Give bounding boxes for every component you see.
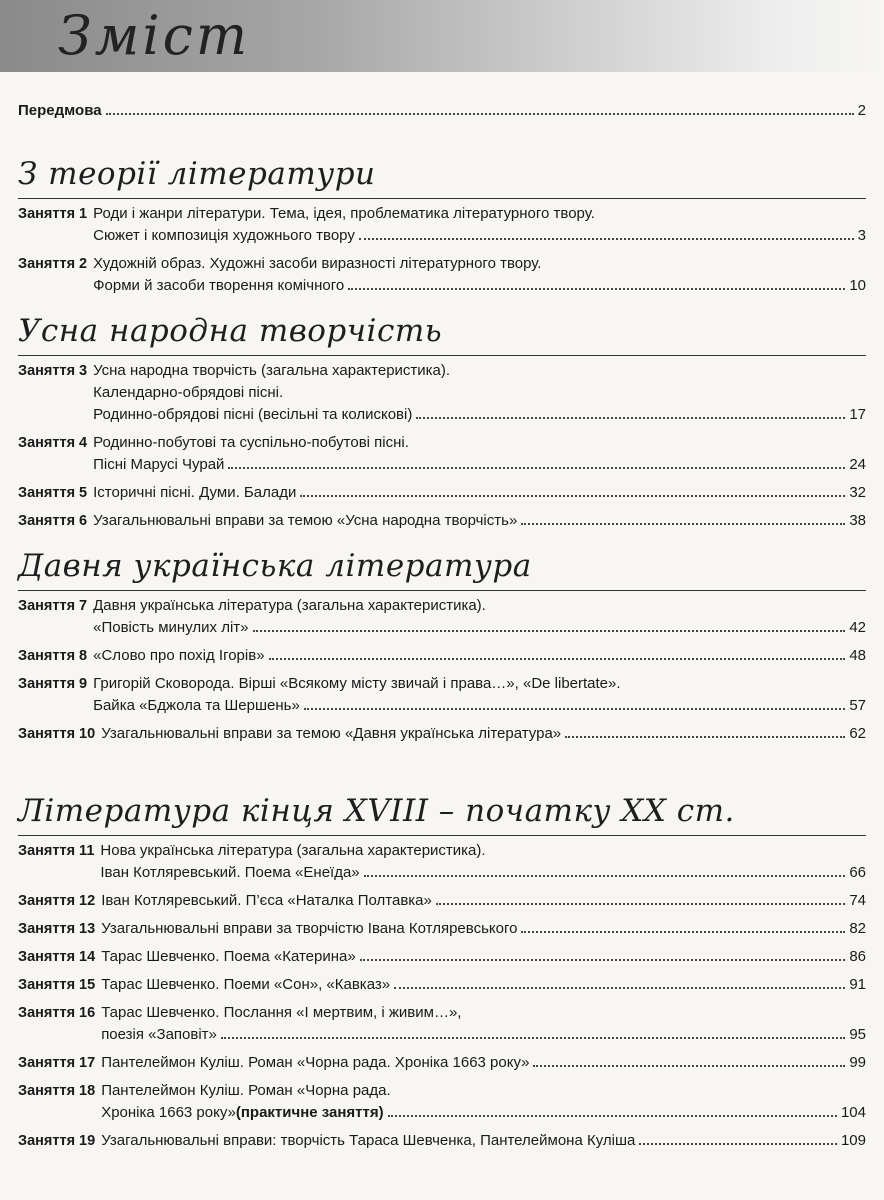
toc-entry[interactable] bbox=[18, 1130, 866, 1152]
lesson-number: Заняття 18 bbox=[18, 1083, 96, 1099]
lesson-number: Заняття 17 bbox=[18, 1055, 96, 1071]
lesson-number: Заняття 4 bbox=[18, 435, 88, 451]
page-number: 24 bbox=[849, 456, 866, 473]
entry-title-line: Григорій Сковорода. Вірші «Всякому місту звичай і права…», «De libertate». bbox=[93, 675, 621, 692]
toc-entry[interactable] bbox=[18, 1052, 866, 1074]
entry-title-line: Іван Котляревський. П’єса «Наталка Полтавка» bbox=[101, 892, 432, 909]
entry-title-line: Історичні пісні. Думи. Балади bbox=[93, 484, 297, 501]
entry-title-line: Художній образ. Художні засоби виразності літературного твору. bbox=[93, 255, 542, 272]
toc-entry[interactable] bbox=[18, 510, 866, 532]
entry-title-line: Родинно-побутові та суспільно-побутові пісні. bbox=[93, 434, 409, 451]
page-number: 2 bbox=[857, 102, 866, 119]
page-number: 66 bbox=[849, 864, 866, 881]
toc-entry[interactable] bbox=[18, 595, 866, 639]
entry-title-line: Роди і жанри літератури. Тема, ідея, проблематика літературного твору. bbox=[93, 205, 595, 222]
entry-title-line: Тарас Шевченко. Послання «І мертвим, і живим…», bbox=[101, 1004, 462, 1021]
page-number: 62 bbox=[849, 725, 866, 742]
lesson-number: Заняття 15 bbox=[18, 977, 96, 993]
section-title: Усна народна творчість bbox=[18, 309, 866, 356]
toc-entry[interactable] bbox=[18, 360, 866, 426]
leader-dots bbox=[359, 237, 854, 240]
preface-label: Передмова bbox=[18, 102, 102, 119]
lesson-number: Заняття 6 bbox=[18, 513, 88, 529]
page-number: 74 bbox=[849, 892, 866, 909]
page-number: 95 bbox=[849, 1026, 866, 1043]
entry-title-line: «Повість минулих літ» bbox=[93, 619, 249, 636]
toc-entry[interactable] bbox=[18, 918, 866, 940]
section-title: Давня українська література bbox=[18, 544, 866, 591]
entry-title-line: Узагальнювальні вправи за творчістю Івана Котляревського bbox=[101, 920, 518, 937]
leader-dots bbox=[360, 958, 846, 961]
toc-entry[interactable] bbox=[18, 482, 866, 504]
leader-dots bbox=[639, 1142, 837, 1145]
leader-dots bbox=[533, 1064, 845, 1067]
lesson-number: Заняття 11 bbox=[18, 843, 95, 859]
toc-entry[interactable] bbox=[18, 974, 866, 996]
entry-title-line: Іван Котляревський. Поема «Енеїда» bbox=[100, 864, 360, 881]
table-of-contents bbox=[18, 100, 866, 1158]
entry-title-line: поезія «Заповіт» bbox=[101, 1026, 217, 1043]
lesson-number: Заняття 12 bbox=[18, 893, 96, 909]
lesson-number: Заняття 7 bbox=[18, 598, 88, 614]
lesson-number: Заняття 1 bbox=[18, 206, 88, 222]
entry-title-line: Давня українська література (загальна характеристика). bbox=[93, 597, 486, 614]
lesson-number: Заняття 16 bbox=[18, 1005, 96, 1021]
leader-dots bbox=[565, 735, 845, 738]
page-number: 3 bbox=[857, 227, 866, 244]
leader-dots bbox=[253, 629, 846, 632]
section-title: З теорії літератури bbox=[18, 152, 866, 199]
entry-title-line: Узагальнювальні вправи: творчість Тараса Шевченка, Пантелеймона Куліша bbox=[101, 1132, 636, 1149]
entry-title-line: Пантелеймон Куліш. Роман «Чорна рада. bbox=[101, 1082, 391, 1099]
entry-title-line: Тарас Шевченко. Поема «Катерина» bbox=[101, 948, 356, 965]
page-number: 99 bbox=[849, 1054, 866, 1071]
entry-title-line: Байка «Бджола та Шершень» bbox=[93, 697, 300, 714]
entry-note: (практичне заняття) bbox=[235, 1104, 384, 1121]
toc-entry[interactable] bbox=[18, 1080, 866, 1124]
entry-title-line: Усна народна творчість (загальна характеристика). bbox=[93, 362, 451, 379]
lesson-number: Заняття 13 bbox=[18, 921, 96, 937]
page-number: 86 bbox=[849, 948, 866, 965]
toc-entry[interactable] bbox=[18, 840, 866, 884]
toc-entry[interactable] bbox=[18, 645, 866, 667]
leader-dots bbox=[348, 287, 845, 290]
preface-entry[interactable] bbox=[18, 100, 866, 122]
entry-title-line: Хроніка 1663 року» bbox=[101, 1104, 236, 1121]
toc-entry[interactable] bbox=[18, 890, 866, 912]
page-number: 109 bbox=[840, 1132, 866, 1149]
leader-dots bbox=[106, 112, 854, 115]
entry-title-line: Календарно-обрядові пісні. bbox=[93, 384, 284, 401]
page-number: 42 bbox=[849, 619, 866, 636]
page-number: 82 bbox=[849, 920, 866, 937]
page-number: 17 bbox=[849, 406, 866, 423]
entry-title-line: «Слово про похід Ігорів» bbox=[93, 647, 265, 664]
page-number: 104 bbox=[840, 1104, 866, 1121]
section-title: Література кінця XVIII – початку XX ст. bbox=[18, 789, 866, 836]
toc-entry[interactable] bbox=[18, 432, 866, 476]
lesson-number: Заняття 3 bbox=[18, 363, 88, 379]
toc-entry[interactable] bbox=[18, 946, 866, 968]
leader-dots bbox=[436, 902, 845, 905]
entry-title-line: Нова українська література (загальна характеристика). bbox=[100, 842, 486, 859]
entry-title-line: Пісні Марусі Чурай bbox=[93, 456, 225, 473]
toc-entry[interactable] bbox=[18, 203, 866, 247]
entry-title-line: Родинно-обрядові пісні (весільні та колискові) bbox=[93, 406, 413, 423]
toc-entry[interactable] bbox=[18, 673, 866, 717]
page-number: 32 bbox=[849, 484, 866, 501]
lesson-number: Заняття 9 bbox=[18, 676, 88, 692]
lesson-number: Заняття 19 bbox=[18, 1133, 96, 1149]
leader-dots bbox=[388, 1114, 837, 1117]
page-number: 57 bbox=[849, 697, 866, 714]
page-number: 10 bbox=[849, 277, 866, 294]
lesson-number: Заняття 14 bbox=[18, 949, 96, 965]
page-number: 91 bbox=[849, 976, 866, 993]
page-title: Зміст bbox=[58, 4, 251, 67]
leader-dots bbox=[521, 930, 845, 933]
toc-entry[interactable] bbox=[18, 253, 866, 297]
lesson-number: Заняття 10 bbox=[18, 726, 96, 742]
lesson-number: Заняття 5 bbox=[18, 485, 88, 501]
leader-dots bbox=[521, 522, 845, 525]
leader-dots bbox=[416, 416, 845, 419]
leader-dots bbox=[228, 466, 845, 469]
entry-title-line: Пантелеймон Куліш. Роман «Чорна рада. Хроніка 1663 року» bbox=[101, 1054, 530, 1071]
leader-dots bbox=[221, 1036, 845, 1039]
page-number: 48 bbox=[849, 647, 866, 664]
toc-entry[interactable] bbox=[18, 1002, 866, 1046]
entry-title-line: Форми й засоби творення комічного bbox=[93, 277, 345, 294]
toc-entry[interactable] bbox=[18, 723, 866, 745]
lesson-number: Заняття 8 bbox=[18, 648, 88, 664]
leader-dots bbox=[300, 494, 845, 497]
leader-dots bbox=[269, 657, 846, 660]
entry-title-line: Тарас Шевченко. Поеми «Сон», «Кавказ» bbox=[101, 976, 391, 993]
lesson-number: Заняття 2 bbox=[18, 256, 88, 272]
entry-title-line: Узагальнювальні вправи за темою «Давня українська література» bbox=[101, 725, 562, 742]
entry-title-line: Узагальнювальні вправи за темою «Усна народна творчість» bbox=[93, 512, 518, 529]
entry-title-line: Сюжет і композиція художнього твору bbox=[93, 227, 355, 244]
leader-dots bbox=[304, 707, 846, 710]
leader-dots bbox=[364, 874, 846, 877]
page-number: 38 bbox=[849, 512, 866, 529]
leader-dots bbox=[394, 986, 845, 989]
